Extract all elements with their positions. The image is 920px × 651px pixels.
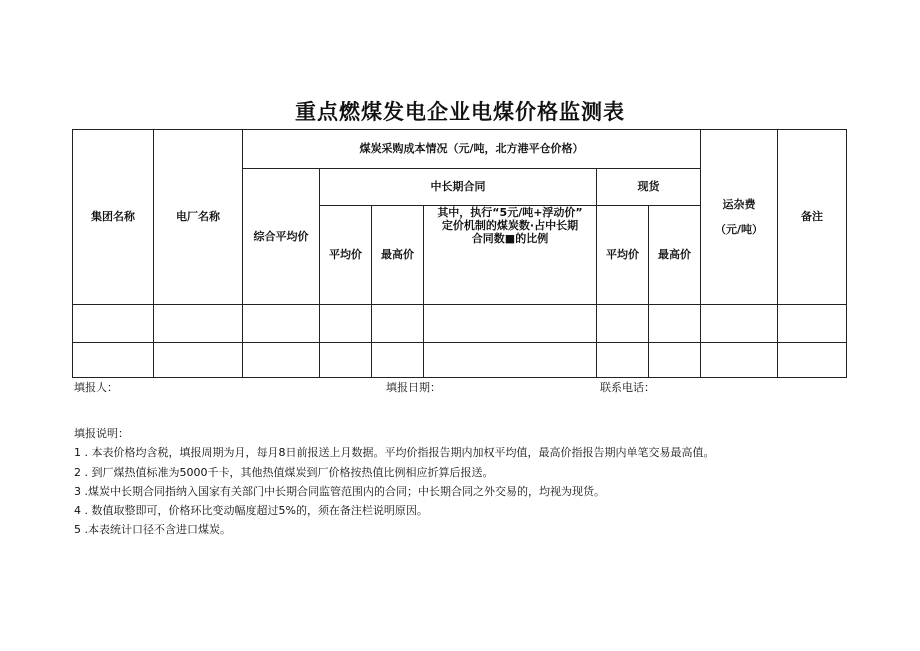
header-lt-max: 最高价 (372, 206, 424, 305)
header-avg-price: 综合平均价 (243, 169, 320, 305)
table-cell[interactable] (243, 305, 320, 343)
page-title: 重点燃煤发电企业电煤价格监测表 (295, 100, 625, 124)
table-cell[interactable] (320, 305, 372, 343)
lt-mechanism-line1: 其中，执行“5元/吨+浮动价” (437, 206, 583, 219)
instructions (74, 424, 714, 540)
table-cell[interactable] (243, 343, 320, 378)
signature-row (74, 379, 774, 395)
table-cell[interactable] (424, 305, 597, 343)
header-remarks: 备注 (778, 130, 847, 305)
table-cell[interactable] (372, 343, 424, 378)
table-row (73, 343, 847, 378)
instruction-item: 5 .本表统计口径不含进口煤炭。 (74, 523, 231, 537)
instruction-item: 4 . 数值取整即可，价格环比变动幅度超过5%的，须在备注栏说明原因。 (74, 504, 428, 518)
header-group-name: 集团名称 (73, 130, 154, 305)
table-cell[interactable] (649, 305, 701, 343)
header-plant-name: 电厂名称 (154, 130, 243, 305)
phone-label: 联系电话： (600, 381, 655, 394)
header-long-term: 中长期合同 (320, 169, 597, 206)
header-purchase-cost: 煤炭采购成本情况（元/吨，北方港平仓价格） (243, 130, 701, 169)
instruction-item: 1 . 本表价格均含税，填报周期为月，每月8日前报送上月数据。平均价指报告期内加权平均值，最高价指报告期内单笔交易最高值。 (74, 446, 715, 460)
instructions-heading: 填报说明： (74, 427, 129, 440)
lt-mechanism-line3: 合同数■的比例 (471, 232, 549, 246)
table-cell[interactable] (778, 305, 847, 343)
table-cell[interactable] (320, 343, 372, 378)
instruction-item: 3 .煤炭中长期合同指纳入国家有关部门中长期合同监管范围内的合同；中长期合同之外交易的，均视为现货。 (74, 484, 605, 498)
table-row (73, 305, 847, 343)
table-cell[interactable] (73, 343, 154, 378)
table-cell[interactable] (424, 343, 597, 378)
table-cell[interactable] (154, 343, 243, 378)
freight-unit: （元/吨） (715, 223, 764, 236)
instruction-item: 2 . 到厂煤热值标准为5000千卡，其他热值煤炭到厂价格按热值比例相应折算后报送。 (74, 465, 494, 479)
table-cell[interactable] (649, 343, 701, 378)
date-label: 填报日期： (386, 381, 441, 394)
header-lt-mechanism (424, 206, 597, 305)
table-cell[interactable] (701, 305, 778, 343)
price-monitoring-table (72, 129, 847, 378)
table-cell[interactable] (597, 305, 649, 343)
table-cell[interactable] (372, 305, 424, 343)
freight-label: 运杂费 (722, 197, 756, 211)
table-cell[interactable] (701, 343, 778, 378)
filler-label: 填报人： (74, 381, 118, 394)
header-spot-max: 最高价 (649, 206, 701, 305)
header-spot-avg: 平均价 (597, 206, 649, 305)
header-spot: 现货 (597, 169, 701, 206)
header-freight (701, 130, 778, 305)
table-cell[interactable] (73, 305, 154, 343)
table-cell[interactable] (778, 343, 847, 378)
lt-mechanism-line2: 定价机制的煤炭数·占中长期 (441, 219, 579, 233)
header-lt-avg: 平均价 (320, 206, 372, 305)
table-cell[interactable] (154, 305, 243, 343)
table-cell[interactable] (597, 343, 649, 378)
